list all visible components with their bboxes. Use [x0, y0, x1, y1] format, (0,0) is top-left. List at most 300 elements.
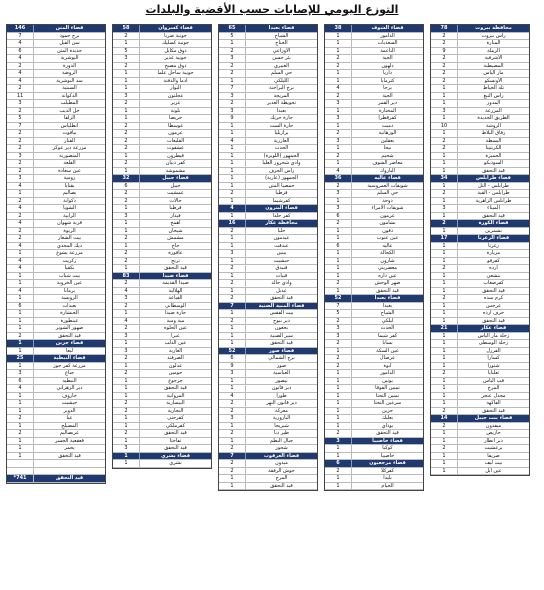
town-name: برج البراجنة	[269, 85, 294, 91]
town-name: شحور	[275, 445, 288, 451]
case-count: 1	[431, 348, 458, 355]
case-count: 1	[431, 310, 458, 317]
town-name: الكرنتينا	[485, 145, 502, 151]
case-count: 3	[325, 115, 352, 122]
town-name: قيد التحقق	[164, 265, 187, 271]
table-row	[7, 190, 105, 198]
case-count: 2	[325, 355, 352, 362]
town-name: عين داره	[378, 272, 397, 279]
district-name: قضاء مرجعيون	[369, 460, 406, 466]
table-row	[325, 423, 423, 431]
district-header-row	[7, 355, 105, 363]
case-count: 7	[7, 123, 34, 130]
table-row	[113, 48, 211, 56]
table-row	[325, 145, 423, 153]
table-row	[431, 228, 529, 236]
town-name: كفركلا	[380, 467, 395, 474]
table-row	[7, 333, 105, 341]
case-count: 2	[113, 235, 140, 242]
case-count: 4	[7, 55, 34, 62]
table-row	[325, 265, 423, 273]
town-name: العباسية	[273, 370, 290, 376]
case-count: 1	[431, 378, 458, 385]
table-row	[7, 100, 105, 108]
table-row	[325, 123, 423, 131]
town-name: ضهور الشوير	[55, 325, 84, 331]
case-count	[7, 468, 34, 475]
case-count: 38	[325, 25, 352, 32]
case-count: 146	[7, 25, 34, 32]
town-name: جونية صربا	[164, 32, 187, 39]
town-name: مزرعة يشوع	[56, 250, 83, 256]
table-row	[431, 445, 529, 453]
case-count: 1	[325, 288, 352, 295]
case-count: 6	[325, 213, 352, 220]
case-count: 4	[7, 385, 34, 392]
town-name: بليدا	[383, 475, 392, 481]
table-row	[113, 280, 211, 288]
case-count: 4	[7, 258, 34, 265]
table-row	[7, 115, 105, 123]
case-count: 1	[325, 235, 352, 242]
town-name: مزرعة كفر جوز	[53, 362, 86, 369]
table-row	[431, 363, 529, 371]
table-row	[7, 168, 105, 176]
case-count: 1	[431, 453, 458, 460]
district-name: قضاء بعبدا	[374, 295, 401, 301]
case-count: 3	[219, 250, 246, 257]
town-name: الدورة	[63, 62, 76, 69]
case-count: 9	[431, 48, 458, 55]
town-name: معاصر الشوف	[372, 160, 403, 166]
district-name: قضاء جبيل	[162, 175, 189, 181]
town-name: دير الزهراني	[56, 385, 83, 391]
town-name: بشامون	[379, 220, 396, 226]
case-count: 3	[7, 370, 34, 377]
town-name: الدوير	[63, 407, 76, 414]
table-row	[431, 295, 529, 303]
case-count: 1	[219, 340, 246, 347]
table-row	[431, 108, 529, 116]
case-count: 1	[219, 130, 246, 137]
table-row	[219, 198, 317, 206]
table-row	[431, 310, 529, 318]
table-row	[219, 325, 317, 333]
table-row	[113, 40, 211, 48]
table-row	[113, 220, 211, 228]
town-name: ذوق مصبح	[164, 62, 187, 69]
table-row	[7, 213, 105, 221]
town-name: المنصورية	[59, 152, 80, 159]
table-row	[431, 250, 529, 258]
case-count: 1	[325, 33, 352, 40]
table-row	[7, 325, 105, 333]
town-name: معصريتي	[377, 265, 398, 271]
table-row	[325, 130, 423, 138]
town-name: رومية	[63, 175, 76, 181]
table-row	[219, 235, 317, 243]
table-row	[219, 190, 317, 198]
town-name: جونية كسليك	[161, 40, 190, 46]
town-name: الخيام	[381, 482, 394, 489]
table-row	[113, 348, 211, 356]
district-name: قضاء عاليه	[374, 175, 401, 181]
table-row	[113, 310, 211, 318]
town-name: قيد التحقق	[482, 212, 505, 219]
town-name: المرج	[275, 475, 288, 481]
case-count: 2	[113, 303, 140, 310]
case-count: 2	[219, 100, 246, 107]
case-count: 1	[7, 310, 34, 317]
town-name: بلونة	[170, 107, 181, 114]
case-count: 2	[113, 355, 140, 362]
case-count: 1	[7, 280, 34, 287]
table-row	[431, 55, 529, 63]
table-row	[219, 108, 317, 116]
town-name: غوسطا	[167, 122, 183, 129]
town-name: المصيلح	[61, 422, 78, 429]
case-count: 1	[431, 160, 458, 167]
table-row	[113, 318, 211, 326]
town-name: بقنايا	[64, 182, 75, 189]
town-name: البسطة	[485, 137, 502, 144]
case-count	[7, 460, 34, 467]
town-name: دير قانون النهر	[266, 400, 297, 406]
town-name: كرم سده	[483, 295, 504, 301]
case-count: 2	[219, 228, 246, 235]
table-row	[325, 108, 423, 116]
case-count: 1	[325, 78, 352, 85]
case-count: 2	[113, 100, 140, 107]
town-name: قيد التحقق	[482, 167, 505, 174]
district-name: قضاء عكار	[480, 325, 507, 331]
table-row	[219, 153, 317, 161]
town-name: المزرعة	[485, 107, 502, 114]
town-name: حارة حريك	[270, 115, 293, 121]
table-row	[325, 33, 423, 41]
table-row	[431, 460, 529, 468]
case-count: 1	[219, 213, 246, 220]
town-name: حمصيا المتن	[268, 182, 295, 189]
case-count: 4	[219, 138, 246, 145]
town-name: عرجس	[485, 302, 502, 309]
town-name: قعقعية الجسر	[55, 437, 84, 444]
case-count: 2	[431, 70, 458, 77]
table-row	[7, 228, 105, 236]
town-name: المطيلب	[60, 100, 79, 106]
case-count: 1	[325, 483, 352, 490]
table-row	[113, 400, 211, 408]
table-row	[219, 400, 317, 408]
town-name: مار الياس	[483, 70, 504, 76]
table-row	[113, 250, 211, 258]
town-name: عين الخروبة	[56, 280, 83, 286]
case-count: 1	[431, 250, 458, 257]
town-name: عشقوت	[166, 145, 185, 151]
table-row	[431, 85, 529, 93]
town-name: الجية	[382, 92, 393, 99]
town-name: بيت الشعار	[57, 235, 82, 241]
town-name: عين السكة	[376, 347, 399, 354]
case-count: 16	[219, 220, 246, 227]
district-header-row	[219, 220, 317, 228]
district-header-row	[113, 25, 211, 33]
table-column-3	[218, 24, 318, 491]
town-name: الزلقا	[63, 115, 76, 121]
table-row	[113, 100, 211, 108]
case-count: 1	[325, 408, 352, 415]
town-name: قرطبا	[169, 205, 182, 211]
town-name: دير انطار	[484, 437, 503, 444]
town-name: البيسارية	[166, 400, 185, 406]
town-name: كفر حلدا	[272, 212, 291, 219]
case-count: 2	[7, 160, 34, 167]
town-name: دير نبوح	[273, 317, 290, 324]
table-row	[431, 243, 529, 251]
town-name: رأس النبع	[483, 92, 504, 99]
case-count: 1	[431, 93, 458, 100]
district-header-row	[219, 453, 317, 461]
town-name: جديدة المتن	[56, 47, 83, 54]
district-name: قضاء بعبدا	[268, 25, 295, 31]
case-count: 2	[325, 220, 352, 227]
town-name: حلبا	[277, 227, 286, 234]
table-row	[219, 363, 317, 371]
table-row	[7, 70, 105, 78]
table-row	[7, 160, 105, 168]
table-row	[325, 70, 423, 78]
table-row	[219, 295, 317, 303]
case-count: 2	[113, 325, 140, 332]
table-column-1	[430, 24, 530, 476]
case-count: 1	[431, 385, 458, 392]
table-row	[431, 63, 529, 71]
town-name: الوسطاني	[165, 302, 186, 309]
case-count: 58	[113, 25, 140, 32]
case-count: 1	[325, 228, 352, 235]
town-name: تحويطة الغدير	[266, 100, 297, 106]
case-count: 6	[7, 303, 34, 310]
table-row	[219, 438, 317, 446]
table-row	[7, 220, 105, 228]
town-name: الروضة	[61, 70, 77, 76]
table-row	[325, 243, 423, 251]
table-row	[431, 265, 529, 273]
case-count: 2	[431, 423, 458, 430]
table-row	[7, 310, 105, 318]
table-row	[219, 40, 317, 48]
district-name: قضاء الزغرتا	[477, 235, 510, 241]
town-name: فيدار	[170, 212, 181, 219]
town-name: تلة الخياط	[482, 85, 505, 91]
case-count: 1	[7, 318, 34, 325]
town-name: جل الديب	[59, 107, 80, 114]
town-name: تفاحتا	[169, 437, 182, 444]
table-row	[7, 408, 105, 416]
town-name: انطلياس	[60, 122, 79, 129]
case-count: 3	[219, 55, 246, 62]
table-row	[7, 445, 105, 453]
case-count: 4	[325, 85, 352, 92]
table-row	[325, 190, 423, 198]
table-row	[431, 273, 529, 281]
town-name: بعبدات	[62, 302, 77, 309]
case-count: 2	[219, 468, 246, 475]
table-row	[113, 333, 211, 341]
town-name: بيت الفقس	[269, 310, 294, 316]
table-row	[325, 400, 423, 408]
town-name: عمشيت	[167, 190, 184, 196]
table-row	[219, 355, 317, 363]
table-row	[325, 258, 423, 266]
table-row	[113, 258, 211, 266]
table-row	[325, 318, 423, 326]
town-name: الرويسة	[61, 295, 78, 301]
town-name: شتورا	[487, 362, 500, 369]
table-row	[325, 93, 423, 101]
town-name: الدكوانة	[61, 92, 78, 99]
case-count: 1	[113, 423, 140, 430]
case-count: 2	[325, 280, 352, 287]
case-count: 78	[431, 25, 458, 32]
table-row	[7, 198, 105, 206]
table-row	[7, 78, 105, 86]
town-name: الربوة	[63, 227, 76, 234]
table-row	[113, 385, 211, 393]
table-row	[113, 145, 211, 153]
case-count: 1	[431, 273, 458, 280]
case-count: 5	[325, 310, 352, 317]
case-count: 25	[7, 355, 34, 362]
town-name: تمنين التحتا	[375, 392, 400, 399]
district-name: قضاء الشوف	[371, 25, 404, 31]
table-row	[431, 160, 529, 168]
case-count: 1	[325, 370, 352, 377]
table-row	[113, 438, 211, 446]
table-row	[113, 243, 211, 251]
case-count: 2	[113, 145, 140, 152]
town-name: طير دبا	[274, 430, 289, 436]
table-row	[431, 333, 529, 341]
table-row	[219, 310, 317, 318]
table-row	[325, 408, 423, 416]
table-row	[7, 303, 105, 311]
table-row	[431, 438, 529, 446]
table-row	[7, 243, 105, 251]
town-name: شارون	[380, 257, 395, 264]
town-name: الناعمة	[380, 47, 395, 54]
case-count: 3	[219, 370, 246, 377]
case-count: 2	[113, 138, 140, 145]
case-count: 1	[219, 198, 246, 205]
case-count: 2	[7, 168, 34, 175]
table-row	[431, 190, 529, 198]
town-name: طرابلس الزاهرية	[475, 197, 512, 204]
town-name: جبيل	[170, 182, 181, 189]
town-name: برمانا	[63, 287, 76, 294]
case-count: 5	[219, 33, 246, 40]
case-count: 32	[113, 175, 140, 182]
table-row	[431, 393, 529, 401]
case-count: 1	[431, 355, 458, 362]
case-count: 2	[7, 130, 34, 137]
town-name: العازرية	[273, 137, 290, 144]
case-count: 1	[325, 400, 352, 407]
table-row	[7, 153, 105, 161]
town-name: برج حمود	[59, 32, 80, 39]
table-row	[113, 198, 211, 206]
case-count: 2	[431, 295, 458, 302]
case-count: 2	[113, 123, 140, 130]
case-count: 1	[113, 393, 140, 400]
case-count: 4	[219, 393, 246, 400]
district-name: قضاء المتن	[55, 25, 84, 31]
town-name: بسابا	[382, 340, 393, 346]
table-row	[219, 63, 317, 71]
case-count: 2	[431, 370, 458, 377]
table-row	[113, 340, 211, 348]
town-name: عرمون	[380, 212, 395, 219]
table-row	[325, 55, 423, 63]
case-count: 1	[325, 145, 352, 152]
town-name: كفرحتى	[167, 415, 184, 421]
case-count: 1	[431, 468, 458, 475]
town-name: عاليه	[382, 242, 393, 249]
town-name: جباع	[64, 370, 75, 376]
case-count: 2	[7, 415, 34, 422]
district-name: محافظة بيروت	[475, 25, 512, 31]
town-name: يونين	[382, 377, 393, 384]
town-name: عدبل	[276, 287, 287, 294]
table-row	[113, 370, 211, 378]
district-header-row	[113, 175, 211, 183]
case-count: 3	[113, 295, 140, 302]
district-header-row	[113, 453, 211, 461]
blank-row	[7, 468, 105, 476]
case-count: 2	[325, 153, 352, 160]
town-name: الجناح	[275, 40, 288, 46]
table-row	[325, 78, 423, 86]
case-count: 7	[7, 33, 34, 40]
town-name: المروانية	[166, 392, 185, 399]
table-row	[325, 250, 423, 258]
town-name: عين ابل	[485, 467, 502, 474]
table-row	[325, 303, 423, 311]
district-header-row	[325, 460, 423, 468]
case-count: 1	[7, 190, 34, 197]
table-row	[219, 78, 317, 86]
table-row	[431, 168, 529, 176]
case-count: 2	[113, 63, 140, 70]
town-name: الليلكي	[274, 77, 289, 84]
table-row	[219, 175, 317, 183]
town-name: المرج	[487, 385, 500, 391]
case-count: 2	[431, 63, 458, 70]
case-count: 2	[7, 430, 34, 437]
case-count: 1	[7, 400, 34, 407]
case-count: 6	[113, 183, 140, 190]
town-name: زقاق البلاط	[481, 130, 506, 136]
town-name: قيد التحقق	[58, 452, 81, 459]
town-name: ليلكي	[381, 317, 394, 324]
table-row	[113, 235, 211, 243]
case-count: 1	[7, 340, 34, 347]
town-name: الورهانية	[378, 130, 397, 136]
town-name: ديك المحدي	[57, 242, 82, 249]
table-row	[219, 460, 317, 468]
town-name: الشياح	[380, 310, 395, 316]
case-count: 1	[325, 385, 352, 392]
